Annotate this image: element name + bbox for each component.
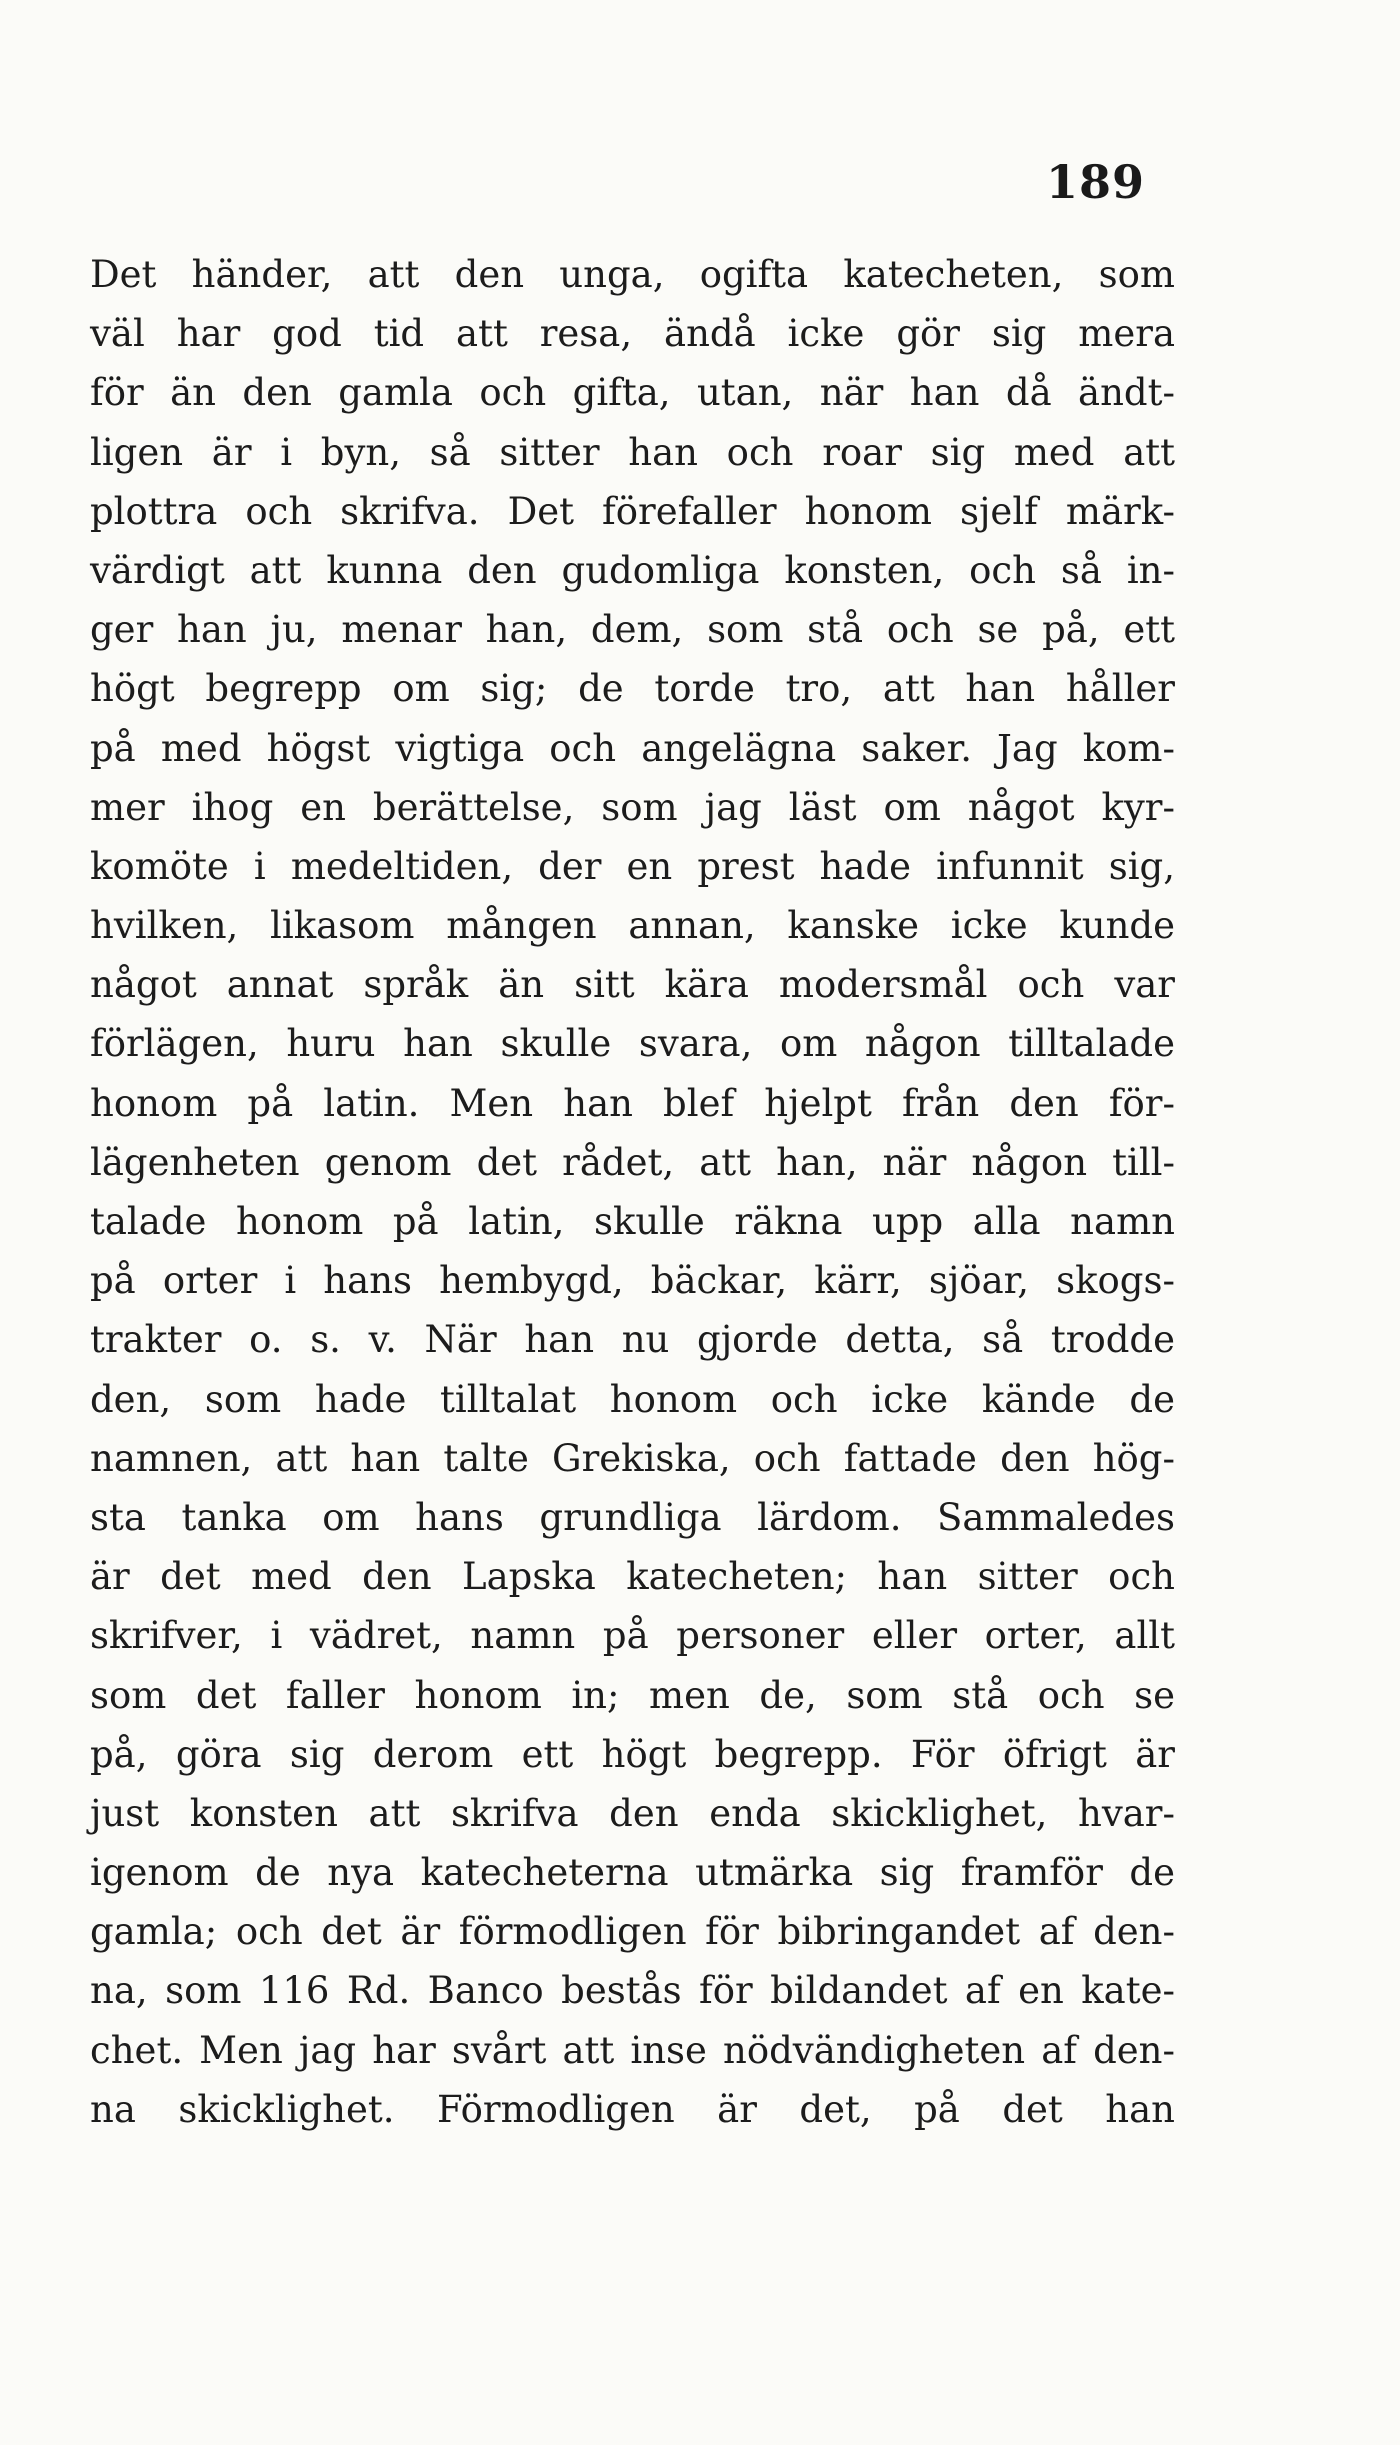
text-line: mer ihog en berättelse, som jag läst om något kyr-	[90, 785, 1175, 829]
text-line: på med högst vigtiga och angelägna saker. Jag kom-	[90, 726, 1175, 770]
text-line: skrifver, i vädret, namn på personer eller orter, allt	[90, 1614, 1175, 1658]
text-line: sta tanka om hans grundliga lärdom. Sammaledes	[90, 1495, 1175, 1539]
text-line: gamla; och det är förmodligen för bibringandet af den-	[90, 1910, 1175, 1954]
text-line: chet. Men jag har svårt att inse nödvändigheten af den-	[90, 2028, 1175, 2072]
text-line: något annat språk än sitt kära modersmål och var	[90, 963, 1175, 1007]
text-line: för än den gamla och gifta, utan, när han då ändt-	[90, 371, 1175, 415]
text-line: på orter i hans hembygd, bäckar, kärr, sjöar, skogs-	[90, 1259, 1175, 1303]
text-line: honom på latin. Men han blef hjelpt från den för-	[90, 1081, 1175, 1125]
text-line: hvilken, likasom mången annan, kanske icke kunde	[90, 904, 1175, 948]
text-line: är det med den Lapska katecheten; han sitter och	[90, 1555, 1175, 1599]
text-line: namnen, att han talte Grekiska, och fattade den hög-	[90, 1436, 1175, 1480]
text-line: na, som 116 Rd. Banco bestås för bildandet af en kate-	[90, 1969, 1175, 2013]
text-line: på, göra sig derom ett högt begrepp. För öfrigt är	[90, 1732, 1175, 1776]
text-line: högt begrepp om sig; de torde tro, att han håller	[90, 667, 1175, 711]
text-line: väl har god tid att resa, ändå icke gör sig mera	[90, 312, 1175, 356]
text-line: värdigt att kunna den gudomliga konsten, och så in-	[90, 548, 1175, 592]
text-line: trakter o. s. v. När han nu gjorde detta, så trodde	[90, 1318, 1175, 1362]
text-line: na skicklighet. Förmodligen är det, på det han	[90, 2087, 1175, 2131]
text-line: ligen är i byn, så sitter han och roar sig med att	[90, 430, 1175, 474]
text-line: talade honom på latin, skulle räkna upp alla namn	[90, 1200, 1175, 1243]
text-line: lägenheten genom det rådet, att han, när någon till-	[90, 1140, 1175, 1184]
text-line: som det faller honom in; men de, som stå och se	[90, 1673, 1175, 1717]
text-line: den, som hade tilltalat honom och icke kände de	[90, 1377, 1175, 1421]
body-text	[90, 245, 1175, 2139]
page-number: 189	[1045, 155, 1145, 209]
text-line: förlägen, huru han skulle svara, om någon tilltalade	[90, 1022, 1175, 1066]
text-line: komöte i medeltiden, der en prest hade infunnit sig,	[90, 844, 1175, 888]
text-line: ger han ju, menar han, dem, som stå och se på, ett	[90, 608, 1175, 652]
text-line: plottra och skrifva. Det förefaller honom sjelf märk-	[90, 489, 1175, 533]
text-line: igenom de nya katecheterna utmärka sig framför de	[90, 1851, 1175, 1895]
text-line: just konsten att skrifva den enda skicklighet, hvar-	[90, 1791, 1175, 1835]
text-line: Det händer, att den unga, ogifta katecheten, som	[90, 253, 1175, 296]
